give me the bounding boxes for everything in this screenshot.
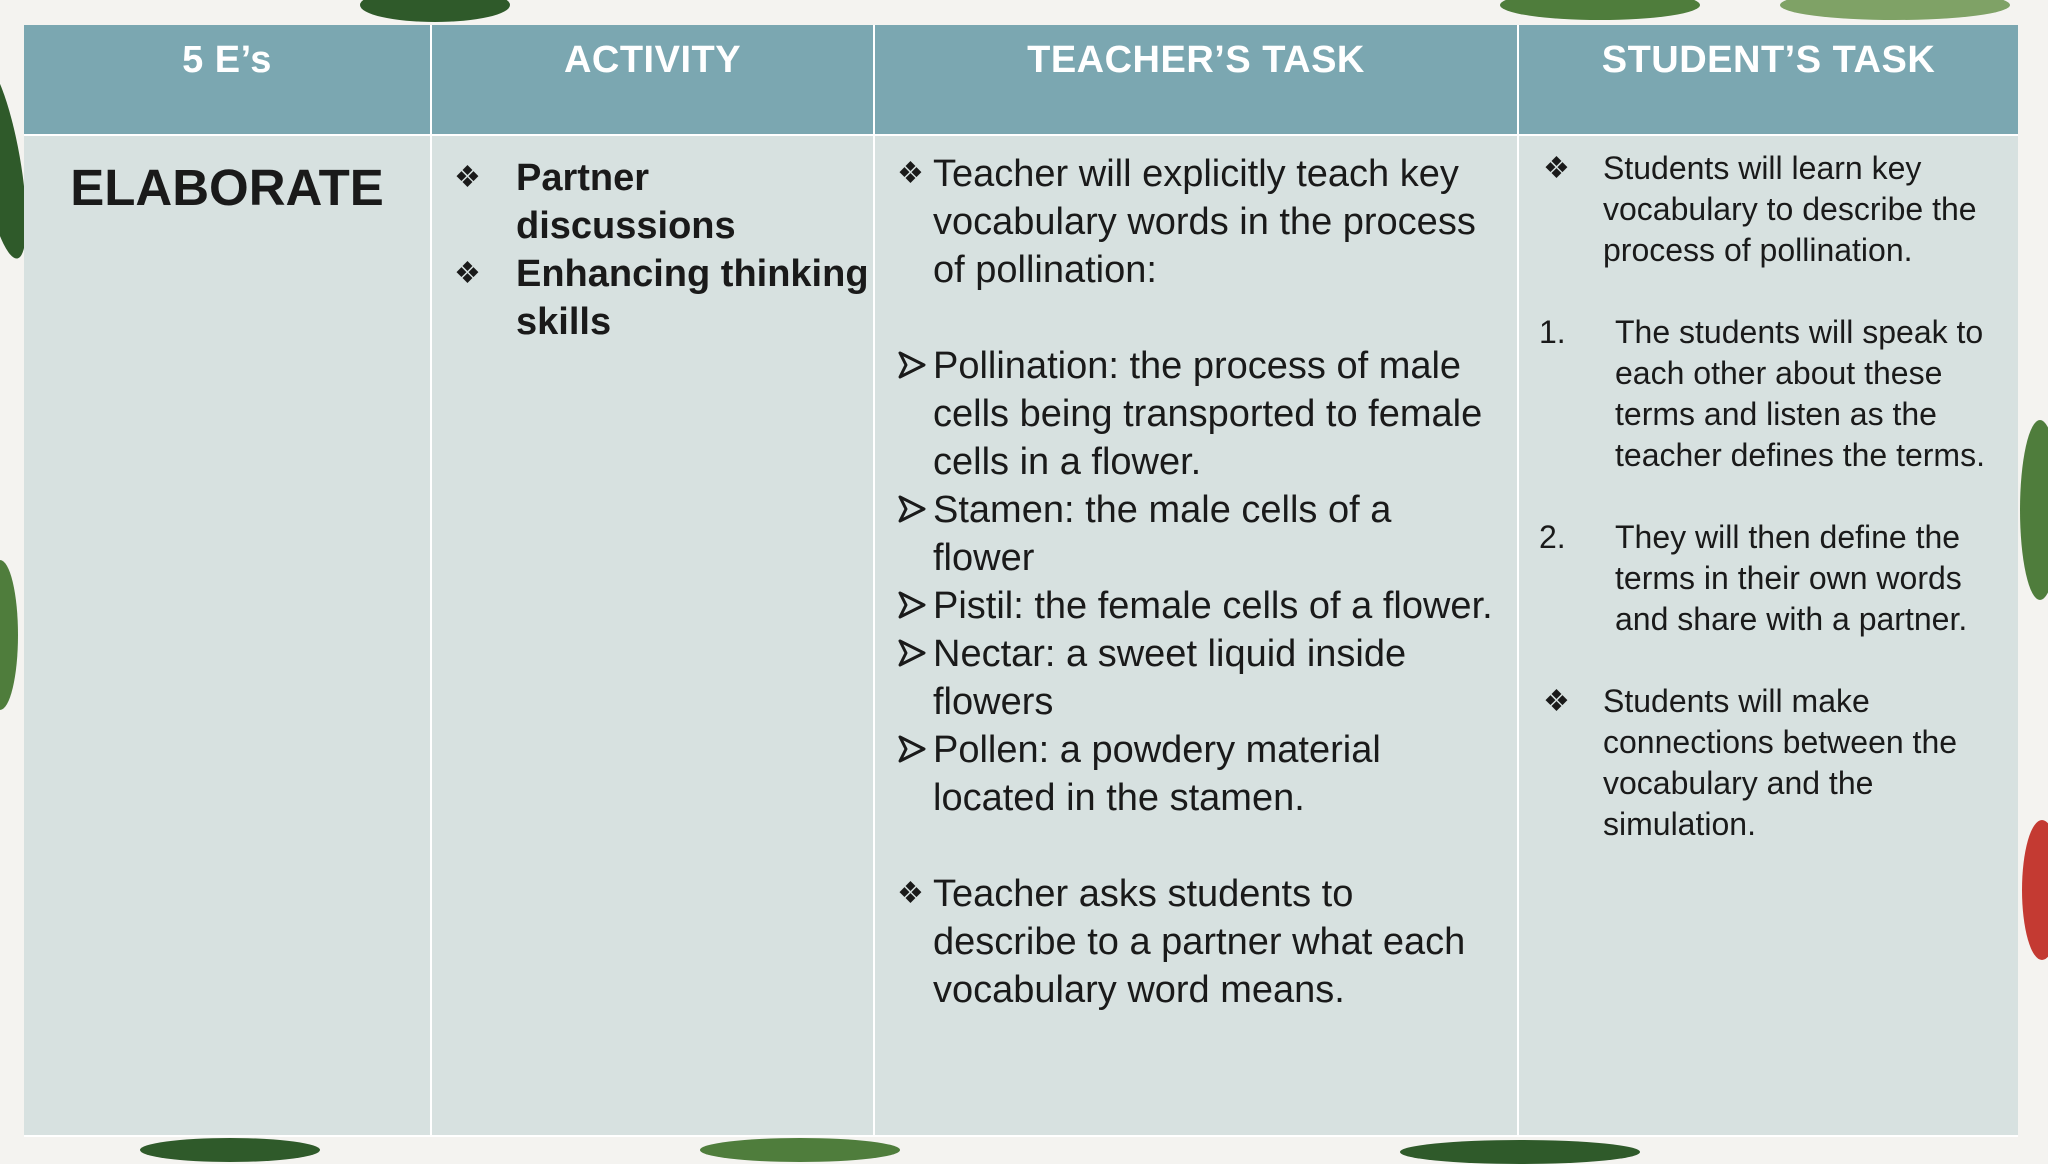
arrow-bullet-icon — [897, 345, 927, 385]
teacher-closing: ❖ Teacher asks students to describe to a partner what each vocabulary word means. — [875, 870, 1497, 1014]
arrow-bullet-icon — [897, 489, 927, 529]
phase-cell — [24, 136, 432, 1137]
leaf-decoration — [1400, 1140, 1640, 1164]
leaf-decoration — [1500, 0, 1700, 20]
vocab-term: Pistil: the female cells of a flower. — [875, 582, 1497, 630]
arrow-bullet-icon — [897, 729, 927, 769]
phase-label: ELABORATE — [70, 159, 384, 216]
diamond-bullet-icon: ❖ — [454, 161, 481, 194]
leaf-decoration — [0, 560, 18, 710]
leaf-decoration — [700, 1138, 900, 1162]
student-numbered-item: 1. The students will speak to each other about these terms and listen as the teacher defines the terms. — [1539, 314, 1985, 473]
vocab-term: Stamen: the male cells of a flower — [875, 486, 1497, 582]
diamond-bullet-icon: ❖ — [897, 157, 924, 190]
header-students-task: STUDENT’S TASK — [1519, 25, 2018, 136]
flower-decoration — [2022, 820, 2048, 960]
vocab-term: Nectar: a sweet liquid inside flowers — [875, 630, 1497, 726]
list-item: ❖ Enhancing thinking skills — [432, 250, 873, 346]
teacher-task-cell — [875, 136, 1519, 1137]
lesson-table — [24, 25, 2018, 1137]
diamond-bullet-icon: ❖ — [1543, 685, 1570, 718]
student-last: ❖ Students will make connections between the vocabulary and the simulation. — [1543, 683, 1958, 842]
activity-cell — [432, 136, 875, 1137]
leaf-decoration — [360, 0, 510, 22]
arrow-bullet-icon — [897, 585, 927, 625]
leaf-decoration — [2020, 420, 2048, 600]
header-5es: 5 E’s — [24, 25, 432, 136]
student-first: ❖ Students will learn key vocabulary to describe the process of pollination. — [1543, 150, 1977, 268]
leaf-decoration — [140, 1138, 320, 1162]
activity-list — [432, 136, 873, 346]
header-teachers-task: TEACHER’S TASK — [875, 25, 1519, 136]
vocab-term: Pollen: a powdery material located in the stamen. — [875, 726, 1497, 822]
list-item: ❖ Partner discussions — [432, 154, 873, 250]
leaf-decoration — [1780, 0, 2010, 20]
student-task-cell — [1519, 136, 2018, 1137]
vocab-term: Pollination: the process of male cells being transported to female cells in a flower. — [875, 342, 1497, 486]
header-activity: ACTIVITY — [432, 25, 875, 136]
diamond-bullet-icon: ❖ — [454, 257, 481, 290]
student-numbered-item: 2. They will then define the terms in their own words and share with a partner. — [1539, 519, 1968, 637]
diamond-bullet-icon: ❖ — [1543, 152, 1570, 185]
diamond-bullet-icon: ❖ — [897, 877, 924, 910]
arrow-bullet-icon — [897, 633, 927, 673]
teacher-intro: ❖ Teacher will explicitly teach key vocabulary words in the process of pollination: — [875, 150, 1497, 294]
